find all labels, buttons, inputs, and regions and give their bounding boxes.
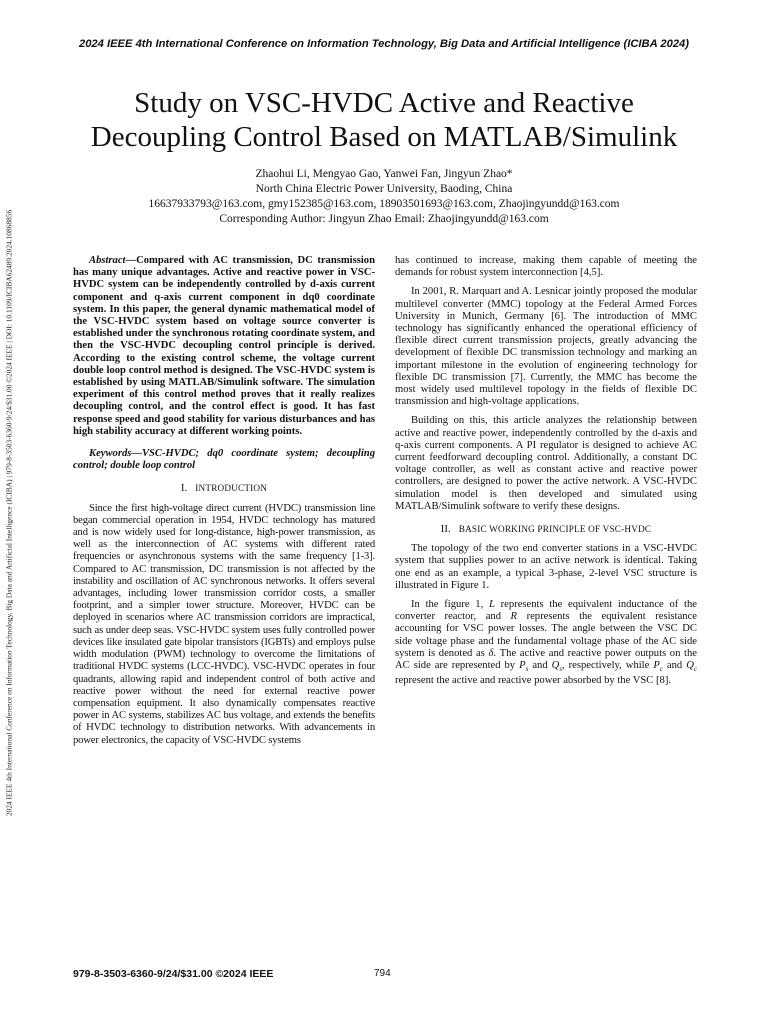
p4-and-2: and [666,660,683,672]
paragraph-figure-1 [395,599,697,688]
affiliation: North China Electric Power University, Baoding, China [255,183,513,195]
symbol-R: R [510,611,518,623]
footer-isbn: 979-8-3503-6360-9/24/$31.00 ©2024 IEEE [73,968,274,980]
section-1-title: INTRODUCTION [195,483,268,494]
symbol-Pc-sub: c [659,665,663,674]
symbol-L: L [488,599,495,611]
symbol-Qs-sub: s [559,665,563,674]
paper-title [0,86,768,154]
right-column [395,255,697,695]
side-doi-text: 2024 IEEE 4th International Conference on Information Technology, Big Data and Artificial Intelligence (ICIBA) | 979-8-3503-6360-9/24/$31.00 ©2024 IEEE | DOI: 10.1109/ICIBA62489.2024.10868856 [4,209,14,817]
conference-header: 2024 IEEE 4th International Conference on Information Technology, Big Data and Artificial Intelligence (ICIBA 2024) [78,38,690,50]
corresponding-author: Corresponding Author: Jingyun Zhao Email: Zhaojingyundd@163.com [219,213,549,225]
side-doi-strip [2,108,16,918]
symbol-Ps: P [519,660,526,672]
symbol-Pc: P [653,660,660,672]
p4-text-f: represent the active and reactive power absorbed by the VSC [8]. [395,675,672,687]
title-line-2: Decoupling Control Based on MATLAB/Simulink [90,121,678,153]
keywords-text: —VSC-HVDC; dq0 coordinate system; decoupling control; double loop control [73,448,375,472]
symbol-Qc: Q [686,660,694,672]
section-2-title: BASIC WORKING PRINCIPLE OF VSC-HVDC [458,524,652,535]
author-block [0,167,768,227]
author-emails: 16637933793@163.com, gmy152385@163.com, 18903501693@163.com, Zhaojingyundd@163.com [148,198,620,210]
p4-text-d: . The active and reactive power outputs on the AC side are represented by [395,647,697,672]
keywords [73,448,375,472]
section-heading-introduction [73,482,375,494]
page-number: 794 [374,968,391,979]
author-names: Zhaohui Li, Mengyao Gao, Yanwei Fan, Jingyun Zhao* [255,168,513,180]
paragraph-continued: has continued to increase, making them capable of meeting the demands for robust system interconnection [4,5]. [395,255,697,279]
left-column [73,255,375,754]
paragraph-topology: The topology of the two end converter stations in a VSC-HVDC system that supplies power to an active network is identical. Taking one end as an example, a typical 3-phase, 2-level VSC structure is illustrated in Figure 1. [395,543,697,591]
p4-text-e: , respectively, while [562,660,650,672]
symbol-Ps-sub: s [525,665,529,674]
intro-paragraph-1: Since the first high-voltage direct current (HVDC) transmission line began commercial operation in 1954, HVDC technology has matured and is now widely used for long-distance, high-power transmission, as well as the interconnection of AC systems with different rated frequencies or asynchronous systems with the same frequency [1-3]. Compared to AC transmission, DC transmission is not affected by the instability and oscillation of AC synchronous networks. It offers several advantages, including lower transmission corridor costs, a smaller footprint, and a simpler tower structure. Moreover, HVDC can be deployed in scenarios where AC transmission corridors are impractical, such as under deep seas. VSC-HVDC system uses fully controlled power devices like insulated gate bipolar transistors (IGBTs) and employs pulse width modulation (PWM) technology to overcome the limitations of traditional HVDC systems (LCC-HVDC). VSC-HVDC operates in four quadrants, allowing rapid and independent control of both active and reactive power without the need for external reactive power compensation equipment. It also dynamically compensates reactive power in AC systems, stabilizes AC bus voltage, and extends the benefits of HVDC technology to distribution networks. With advancements in power electronics, the capacity of VSC-HVDC systems [73,502,375,746]
symbol-Qc-sub: c [693,665,697,674]
p4-text-c: represents the equivalent resistance accounting for VSC power losses. The angle between the VSC DC side voltage phase and the fundamental voltage phase of the AC side system is denoted as [395,611,697,659]
section-heading-basic-principle [395,523,697,535]
p4-text-b: represents the equivalent inductance of the converter reactor, and [395,599,698,623]
keywords-label: Keywords [89,448,132,460]
symbol-delta: δ [488,647,494,659]
paragraph-building: Building on this, this article analyzes the relationship between active and reactive power, independently controlled by the d-axis and q-axis current components. A PI regulator is designed to achieve AC current feedforward decoupling control. Additionally, a constant DC voltage controller, as well as constant active and reactive power controllers, are designed to power the active network. A VSC-HVDC simulation model is then developed and simulated using MATLAB/Simulink software to verify these designs. [395,415,697,512]
title-line-1: Study on VSC-HVDC Active and Reactive [134,87,634,119]
abstract-label: Abstract [89,255,126,266]
p4-and-1: and [532,660,548,672]
p4-text-a: In the figure 1, [411,599,484,611]
section-1-number: I. [180,482,188,495]
abstract-text: —Compared with AC transmission, DC transmission has many unique advantages. Active and reactive power in VSC-HVDC system can be independently controlled by d-axis current component and q-axis current component in dq0 coordinate system. In this paper, the general dynamic mathematical model of the VSC-HVDC system based on voltage source converter is established under the synchronous rotating coordinate system, and then the VSC-HVDC decoupling control principle is derived. According to the existing control scheme, the voltage current double loop control method is designed. The VSC-HVDC system is established by using MATLAB/Simulink software. The simulation experiment of this control method proves that it really realizes decoupling control, and the control effect is good. It has fast response speed and good stability for various disturbances and has high stability accuracy at different working points. [73,255,375,437]
section-2-number: II. [440,523,451,536]
paragraph-mmc: In 2001, R. Marquart and A. Lesnicar jointly proposed the modular multilevel converter (MMC) topology at the Federal Armed Forces University in Munich, Germany [6]. The introduction of MMC technology has significantly enhanced the operational efficiency of flexible direct current transmission projects, greatly advancing the development of flexible DC transmission technology and marking an important milestone in the evolution of engineering technology for flexible DC transmission [7]. Currently, the MMC has become the most widely used multilevel topology in the fields of flexible DC transmission and high-voltage applications. [395,286,697,408]
symbol-Qs: Q [551,660,560,672]
abstract [73,255,375,438]
